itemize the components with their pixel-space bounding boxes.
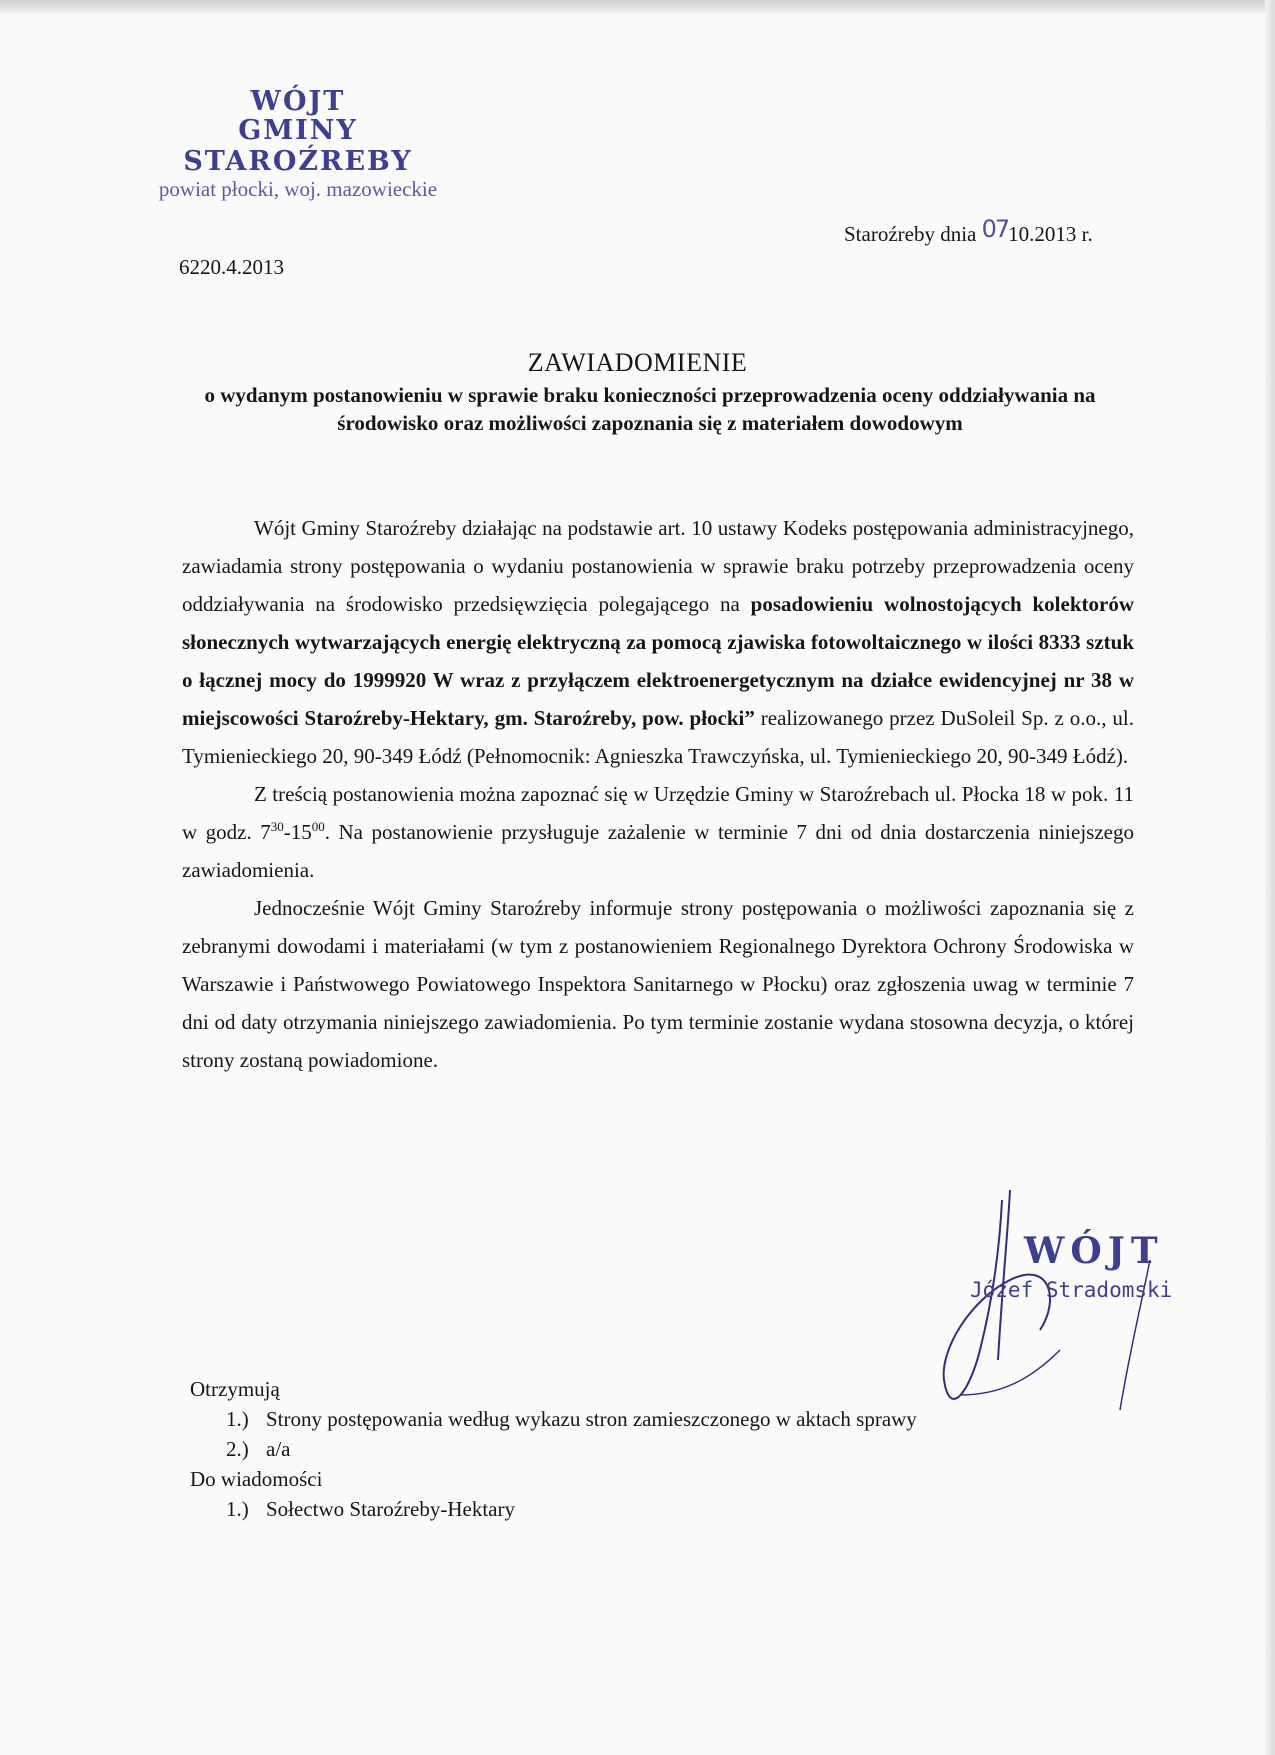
recipient-num: 2.) <box>226 1437 249 1461</box>
paragraph-evidence: Jednocześnie Wójt Gminy Staroźreby informuje strony postępowania o możliwości zapoznania się z zebranymi dowodami i materiałami (w tym z postanowieniem Regionalnego Dyrektora Ochrony Środowiska w Warszawie i Państwowego Powiatowego Inspektora Sanitarnego w Płocku) oraz zgłoszenia uwag w terminie 7 dni od daty otrzymania niniejszego zawiadomienia. Po tym terminie zostanie wydana stosowna decyzja, o której strony zostaną powiadomione. <box>182 896 1134 1072</box>
hours-start-minutes: 30 <box>270 819 284 834</box>
cc-item <box>190 1494 917 1524</box>
scan-edge-top <box>0 0 1275 14</box>
paragraph-office-hours <box>182 775 1134 889</box>
paragraph-notice-intro: Wójt Gminy Staroźreby działając na podstawie art. 10 ustawy Kodeks postępowania administracyjnego, zawiadamia strony postępowania o wydaniu postanowienia w sprawie braku potrzeby przeprowadzenia oceny oddziaływania na środowisko przedsięwzięcia polegającego na <box>182 516 1134 616</box>
recipients-heading: Otrzymują <box>190 1377 280 1401</box>
recipient-num: 1.) <box>226 1407 249 1431</box>
stamp-line-office: WÓJT <box>250 86 346 117</box>
handwritten-signature <box>940 1180 1200 1430</box>
cc-text: Sołectwo Staroźreby-Hektary <box>266 1497 515 1521</box>
paragraph-notice-project: posadowieniu wolnostojących kolektorów słonecznych wytwarzających energię elektryczną za pomocą zjawiska fotowoltaicznego w ilości 8333 sztuk o łącznej mocy do 1999920 W wraz z przyłączem elektroenergetycznym na działce ewidencyjnej nr 38 w miejscowości Staroźreby-Hektary, gm. Staroźreby, pow. płocki” <box>182 592 1134 730</box>
office-hours-text: Z treścią postanowienia można zapoznać się w Urzędzie Gminy w Staroźrebach ul. Płocka 18 w pok. 11 w godz. 7 <box>182 782 1134 844</box>
recipient-text: a/a <box>266 1437 291 1461</box>
header-stamp <box>118 86 478 202</box>
date-day-handwritten: 07 <box>981 215 1009 243</box>
hours-end-minutes: 00 <box>311 819 325 834</box>
document-body <box>182 509 1134 1079</box>
appeal-text: . Na postanowienie przysługuje zażalenie w terminie 7 dni od dnia dostarczenia niniejszego zawiadomienia. <box>182 820 1134 882</box>
stamp-line-region: powiat płocki, woj. mazowieckie <box>158 177 438 201</box>
recipient-item <box>190 1434 917 1464</box>
stamp-line-municipality: GMINY STAROŹREBY <box>183 115 413 177</box>
signature-name: Józef Stradomski <box>970 1278 1173 1302</box>
document-subtitle: o wydanym postanowieniu w sprawie braku konieczności przeprowadzenia oceny oddziaływania na środowisko oraz możliwości zapoznania się z materiałem dowodowym <box>204 383 1096 435</box>
hours-end: -15 <box>283 820 312 844</box>
recipient-text: Strony postępowania według wykazu stron zamieszczonego w aktach sprawy <box>266 1407 917 1431</box>
recipient-item <box>190 1404 917 1434</box>
paragraph-notice <box>182 509 1134 775</box>
cc-heading: Do wiadomości <box>190 1467 323 1491</box>
cc-num: 1.) <box>226 1497 249 1521</box>
signature-stamp <box>970 1230 1210 1302</box>
recipients-block <box>190 1374 917 1524</box>
document-title: ZAWIADOMIENIE <box>527 348 748 377</box>
scan-edge-right <box>1265 0 1275 1755</box>
document-date <box>844 215 1093 247</box>
date-prefix: Staroźreby dnia <box>844 222 982 246</box>
paragraph-notice-rest: realizowanego przez DuSoleil Sp. z o.o., ul. Tymienieckiego 20, 90-349 Łódź (Pełnomocnik: Agnieszka Trawczyńska, ul. Tymienieckiego 20, 90-349 Łódź). <box>182 706 1135 768</box>
reference-number: 6220.4.2013 <box>179 255 284 279</box>
date-suffix: 10.2013 r. <box>1008 222 1093 246</box>
signature-role: WÓJT <box>1024 1230 1164 1272</box>
